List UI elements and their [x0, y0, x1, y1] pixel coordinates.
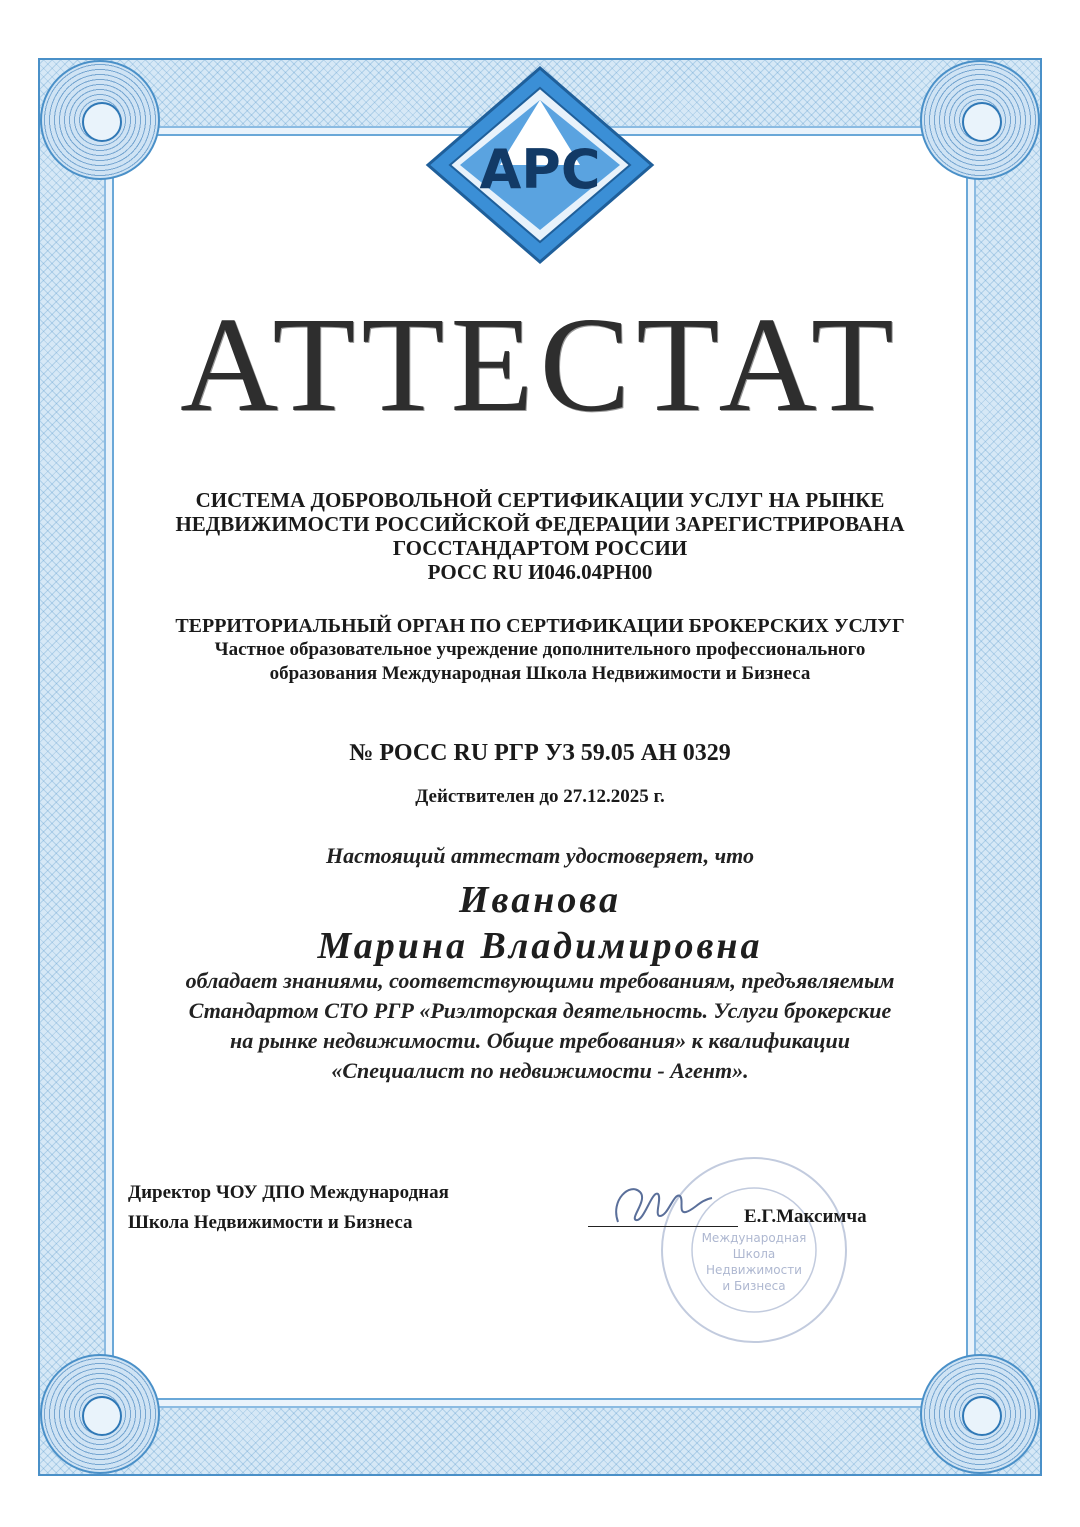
signature-line	[588, 1226, 738, 1227]
ars-logo-icon	[420, 60, 660, 270]
territorial-body-block	[112, 614, 968, 686]
institution-line: образования Международная Школа Недвижимости и Бизнеса	[269, 663, 811, 684]
director-line: Директор ЧОУ ДПО Международная	[128, 1182, 449, 1203]
system-registration-number: РОСС RU И046.04РН00	[427, 560, 653, 584]
certification-system-block	[112, 488, 968, 584]
certificate-title: АТТЕСТАТ	[180, 290, 900, 440]
description-line: на рынке недвижимости. Общие требования» к квалификации	[230, 1028, 850, 1053]
signature-icon	[600, 1170, 720, 1240]
svg-text:и Бизнеса: и Бизнеса	[722, 1279, 786, 1293]
svg-text:Недвижимости: Недвижимости	[706, 1263, 802, 1277]
logo-text: АРС	[479, 138, 601, 201]
holder-surname: Иванова	[458, 879, 622, 921]
certificate-number: № РОСС RU РГР УЗ 59.05 АН 0329	[349, 740, 731, 766]
description-line: Стандартом СТО РГР «Риэлторская деятельность. Услуги брокерские	[188, 998, 892, 1023]
svg-text:Школа: Школа	[732, 1247, 776, 1261]
director-line: Школа Недвижимости и Бизнеса	[128, 1212, 413, 1233]
system-line: ГОССТАНДАРТОМ РОССИИ	[392, 536, 688, 560]
corner-rosette-top-right	[920, 60, 1040, 180]
system-line: СИСТЕМА ДОБРОВОЛЬНОЙ СЕРТИФИКАЦИИ УСЛУГ НА РЫНКЕ	[195, 488, 885, 512]
signatory-name: Е.Г.Максимча	[744, 1206, 867, 1227]
svg-text:Международная: Международная	[701, 1231, 807, 1245]
description-line: обладает знаниями, соответствующими требованиям, предъявляемым	[185, 968, 895, 993]
corner-rosette-top-left	[40, 60, 160, 180]
director-title	[128, 1178, 449, 1238]
validity-date: Действителен до 27.12.2025 г.	[415, 786, 665, 807]
corner-rosette-bottom-right	[920, 1354, 1040, 1474]
institution-line: Частное образовательное учреждение дополнительного профессионального	[214, 639, 866, 660]
corner-rosette-bottom-left	[40, 1354, 160, 1474]
qualification-description	[112, 966, 968, 1086]
holder-given-names: Марина Владимировна	[317, 925, 763, 967]
description-line: «Специалист по недвижимости - Агент».	[331, 1058, 749, 1083]
territorial-heading: ТЕРРИТОРИАЛЬНЫЙ ОРГАН ПО СЕРТИФИКАЦИИ БРОКЕРСКИХ УСЛУГ	[175, 615, 905, 637]
certifies-intro: Настоящий аттестат удостоверяет, что	[325, 843, 754, 868]
system-line: НЕДВИЖИМОСТИ РОССИЙСКОЙ ФЕДЕРАЦИИ ЗАРЕГИСТРИРОВАНА	[175, 512, 905, 536]
